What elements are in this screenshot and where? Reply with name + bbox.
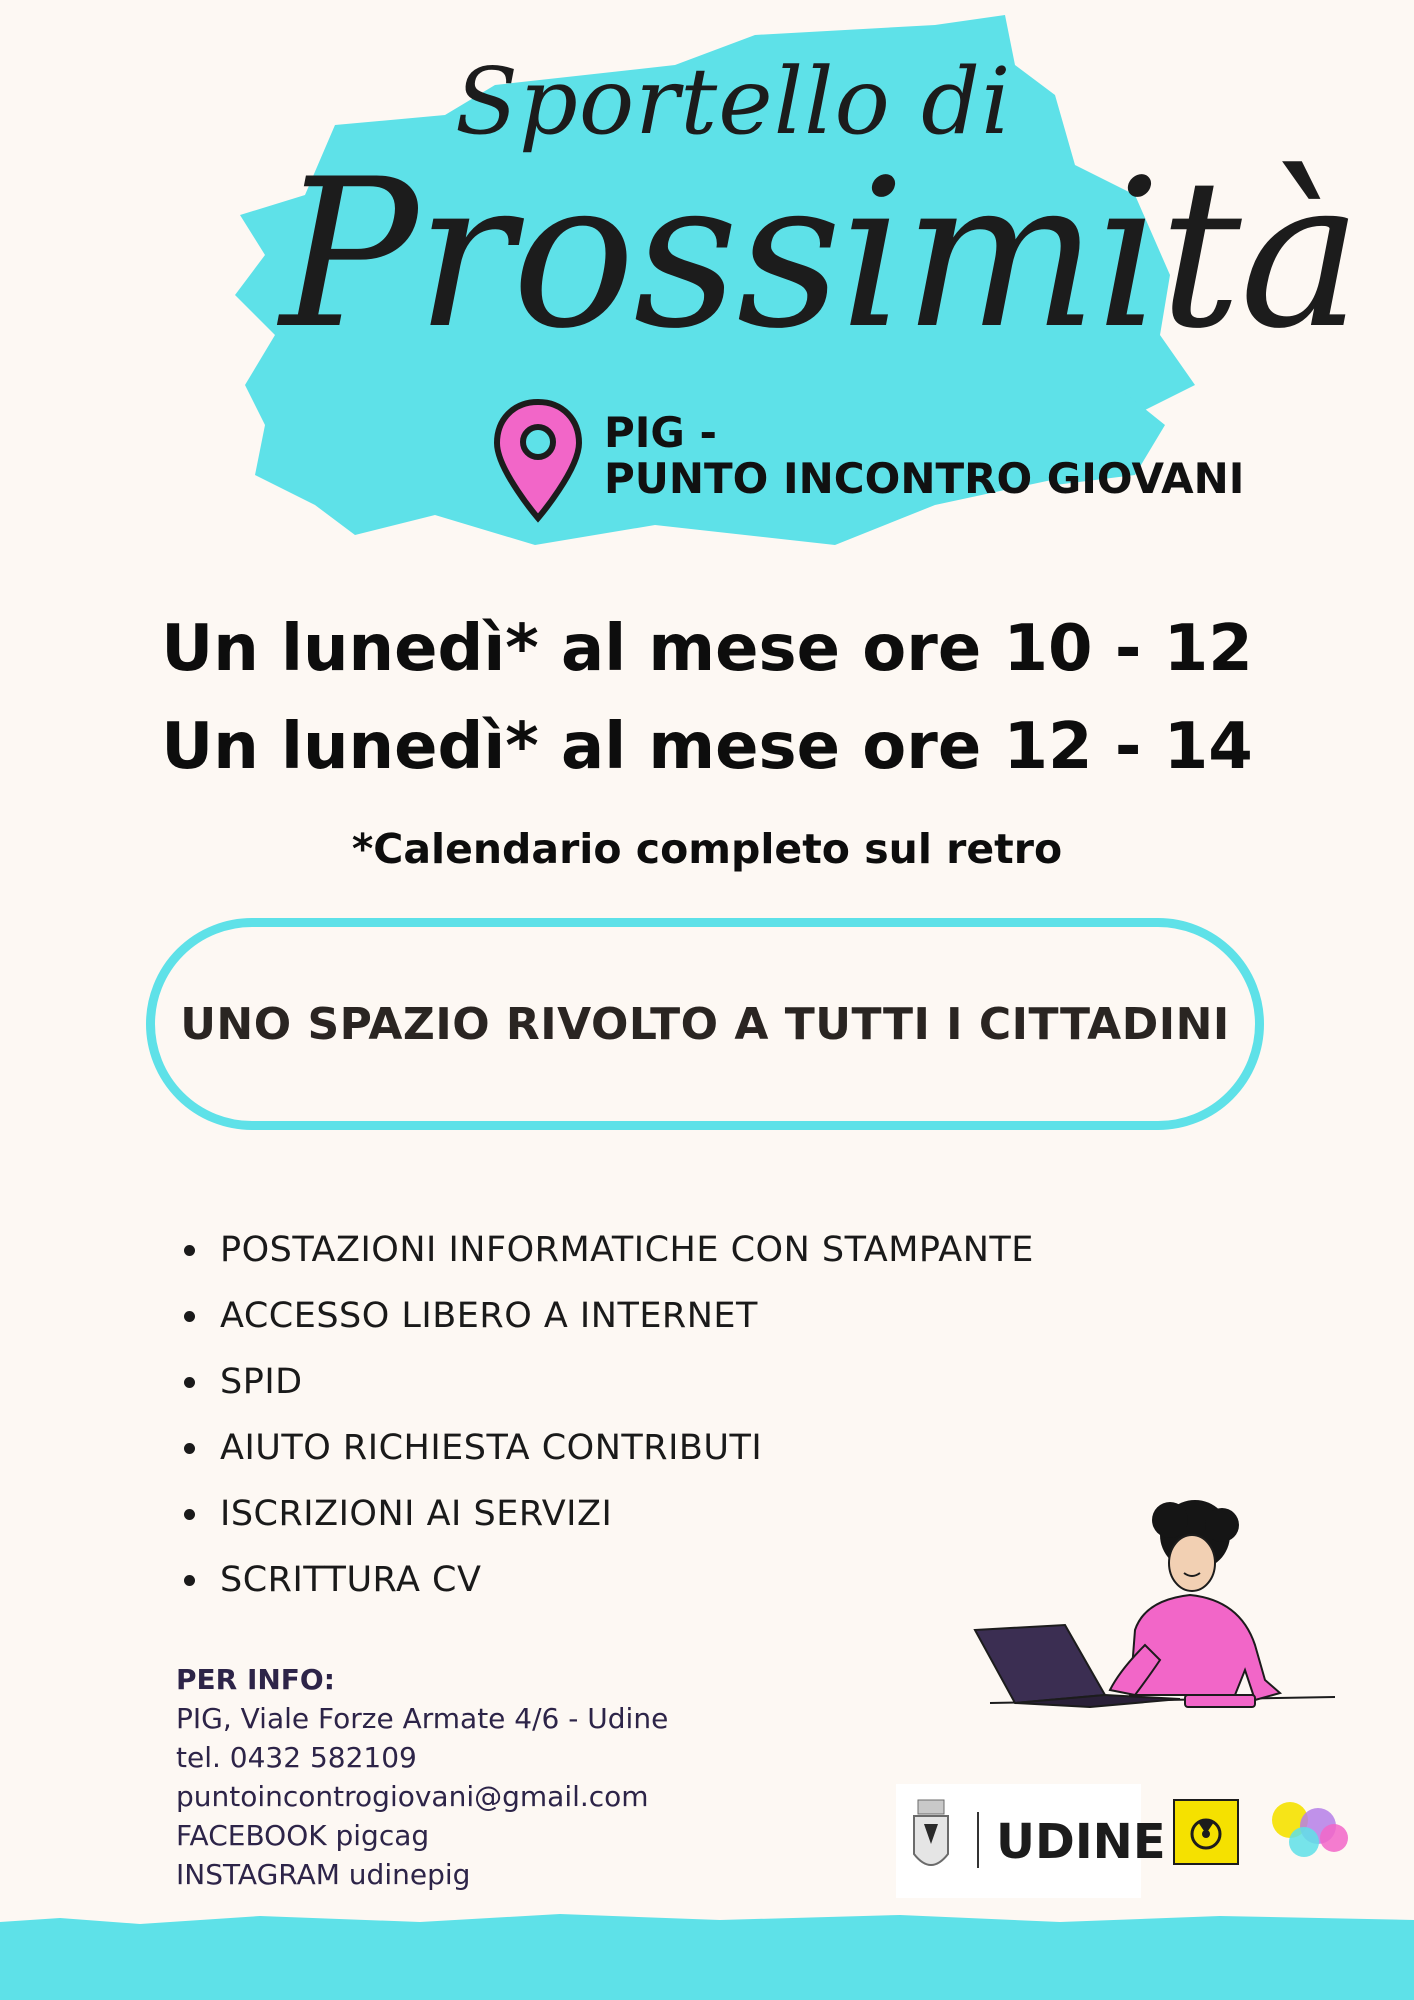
schedule-line-2: Un lunedì* al mese ore 12 - 14 [161,710,1253,784]
location-line-2: PUNTO INCONTRO GIOVANI [604,454,1245,503]
partner-logos [896,1784,1356,1898]
service-item: ACCESSO LIBERO A INTERNET [182,1291,1182,1357]
contact-info [176,1660,826,1894]
contact-facebook: FACEBOOK pigcag [176,1819,430,1852]
location-label [604,410,1324,502]
udine-logo [896,1784,1166,1898]
calendar-note: *Calendario completo sul retro [351,825,1063,873]
contact-phone: tel. 0432 582109 [176,1741,417,1774]
woman-laptop-illustration [970,1495,1340,1735]
service-item: POSTAZIONI INFORMATICHE CON STAMPANTE [182,1225,1182,1291]
service-item: SCRITTURA CV [182,1555,1182,1621]
audience-banner [146,918,1264,1130]
contact-heading: PER INFO: [176,1663,335,1696]
schedule-line-1: Un lunedì* al mese ore 10 - 12 [161,612,1253,686]
audience-banner-text: UNO SPAZIO RIVOLTO A TUTTI I CITTADINI [180,998,1230,1050]
location-pin-icon [493,398,583,523]
udine-logo-text: UDINE [996,1814,1166,1870]
service-item: ISCRIZIONI AI SERVIZI [182,1489,1182,1555]
colorful-logo [1268,1798,1354,1868]
service-item: AIUTO RICHIESTA CONTRIBUTI [182,1423,1182,1489]
contact-email: puntoincontrogiovani@gmail.com [176,1780,649,1813]
title-line-1: Sportello di [455,48,1012,155]
footer-brush-stroke [0,1910,1414,2000]
service-item: SPID [182,1357,1182,1423]
contact-address: PIG, Viale Forze Armate 4/6 - Udine [176,1702,669,1735]
title-line-2: Prossimità [280,136,1360,374]
location-line-1: PIG - [604,408,717,457]
contact-instagram: INSTAGRAM udinepig [176,1858,471,1891]
agency-logo [1174,1800,1238,1864]
